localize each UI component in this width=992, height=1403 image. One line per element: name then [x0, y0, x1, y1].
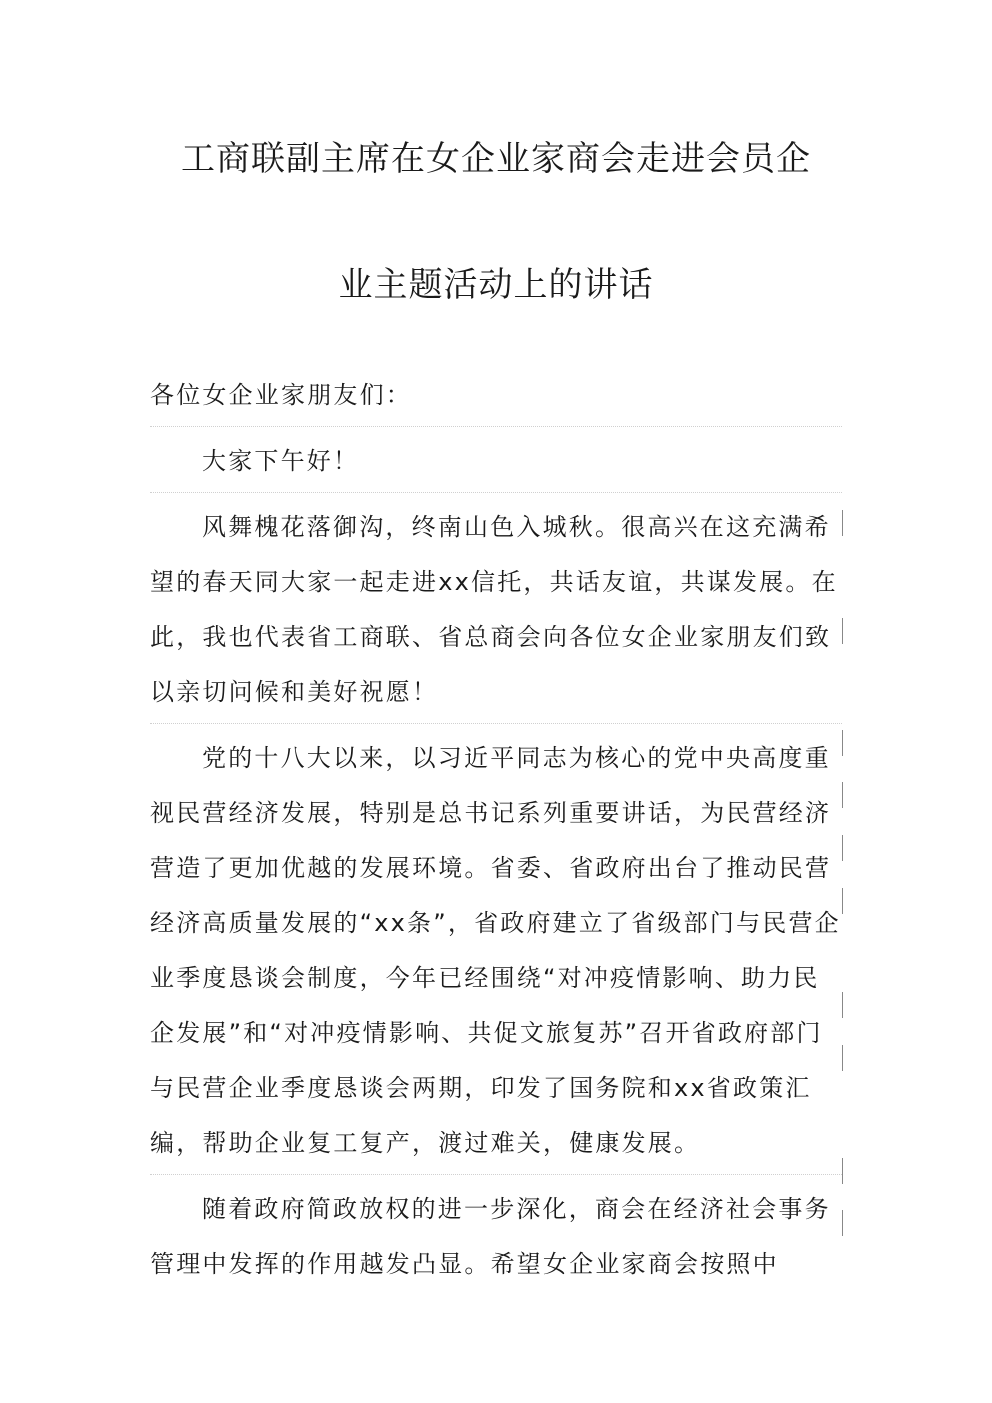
paragraph-3: 随着政府简政放权的进一步深化，商会在经济社会事务管理中发挥的作用越发凸显。希望女企业家商会按照中: [150, 1195, 831, 1278]
margin-mark: [842, 1158, 843, 1184]
margin-mark: [842, 888, 843, 914]
margin-mark: [842, 992, 843, 1018]
greeting: 大家下午好！: [150, 434, 842, 493]
margin-mark: [842, 510, 843, 536]
salutation: 各位女企业家朋友们：: [150, 368, 842, 427]
margin-mark: [842, 730, 843, 756]
margin-mark: [842, 1210, 843, 1236]
paragraph-1: 风舞槐花落御沟，终南山色入城秋。很高兴在这充满希望的春天同大家一起走进xx信托，共话友谊，共谋发展。在此，我也代表省工商联、省总商会向各位女企业家朋友们致以亲切问候和美好祝愿！: [150, 500, 842, 724]
document-title-line-1: 工商联副主席在女企业家商会走进会员企: [181, 139, 811, 179]
margin-mark: [842, 1045, 843, 1071]
margin-mark: [842, 782, 843, 808]
margin-mark: [842, 618, 843, 644]
document-body: [150, 368, 842, 1302]
paragraph-2: 党的十八大以来，以习近平同志为核心的党中央高度重视民营经济发展，特别是总书记系列重要讲话，为民营经济营造了更加优越的发展环境。省委、省政府出台了推动民营经济高质量发展的“xx条”，省政府建立了省级部门与民营企业季度恳谈会制度，今年已经围绕“对冲疫情影响、助力民企发展”和“对冲疫情影响、共促文旅复苏”召开省政府部门与民营企业季度恳谈会两期，印发了国务院和xx省政策汇编，帮助企业复工复产，渡过难关，健康发展。: [150, 731, 842, 1175]
margin-mark: [842, 835, 843, 861]
document-title-line-2: 业主题活动上的讲话: [338, 265, 654, 305]
